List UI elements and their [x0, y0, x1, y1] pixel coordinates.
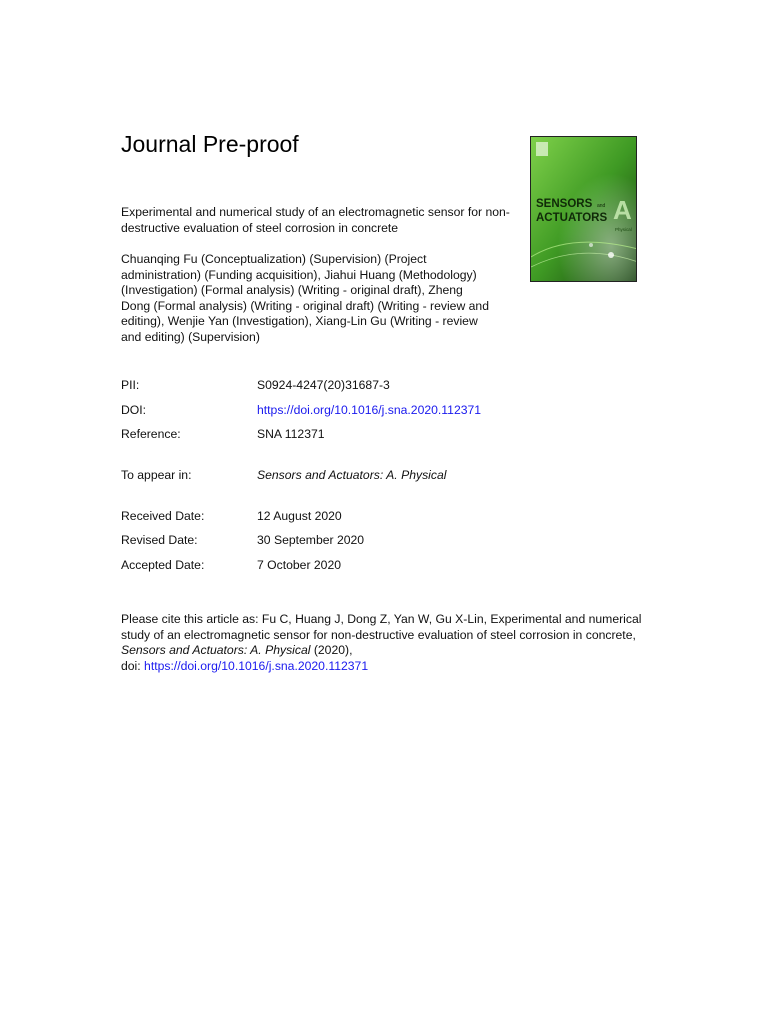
- revised-label: Revised Date:: [121, 533, 198, 547]
- received-value: 12 August 2020: [257, 509, 342, 523]
- received-label: Received Date:: [121, 509, 205, 523]
- citation-text: Please cite this article as: Fu C, Huang J, Dong Z, Yan W, Gu X-Lin, Experimental and numerical study of an electromagnetic sensor for non-destructive evaluation of steel corrosion in concrete,: [121, 612, 642, 642]
- reference-label: Reference:: [121, 427, 181, 441]
- citation-doi-link[interactable]: https://doi.org/10.1016/j.sna.2020.112371: [144, 658, 369, 673]
- citation-year: (2020),: [310, 643, 353, 658]
- citation-doi-label: doi:: [121, 658, 145, 673]
- cover-title-line1: SENSORS: [536, 198, 593, 210]
- accepted-value: 7 October 2020: [257, 558, 342, 572]
- accepted-label: Accepted Date:: [121, 558, 205, 572]
- cover-graphic: [531, 137, 637, 282]
- pii-label: PII:: [121, 378, 140, 392]
- cover-subtitle: Physical: [615, 227, 632, 232]
- appear-label: To appear in:: [121, 468, 192, 482]
- cover-title-and: and: [597, 203, 606, 209]
- journal-cover-image: [530, 136, 637, 282]
- pii-value: S0924-4247(20)31687-3: [257, 378, 390, 392]
- publisher-logo-icon: [536, 142, 548, 156]
- reference-value: SNA 112371: [257, 427, 325, 441]
- citation-journal: Sensors and Actuators: A. Physical: [121, 643, 311, 658]
- doi-link[interactable]: https://doi.org/10.1016/j.sna.2020.112371: [257, 403, 482, 417]
- article-title: Experimental and numerical study of an electromagnetic sensor for non-destructive evaluation of steel corrosion in concrete: [121, 205, 510, 235]
- cover-letter: A: [613, 195, 632, 225]
- appear-value: Sensors and Actuators: A. Physical: [257, 468, 447, 482]
- cover-title-line2: ACTUATORS: [536, 212, 608, 224]
- author-list: Chuanqing Fu (Conceptualization) (Supervision) (Project administration) (Funding acquisition), Jiahui Huang (Methodology) (Investigation) (Formal analysis) (Writing - original draft), Zheng Dong (Formal analysis) (Writing - original draft) (Writing - review and editing), Wenjie Yan (Investigation), Xiang-Lin Gu (Writing - review and editing) (Supervision): [121, 252, 489, 344]
- journal-preproof-title: Journal Pre-proof: [121, 131, 299, 157]
- revised-value: 30 September 2020: [257, 533, 365, 547]
- citation-block: [121, 612, 651, 674]
- doi-label: DOI:: [121, 403, 147, 417]
